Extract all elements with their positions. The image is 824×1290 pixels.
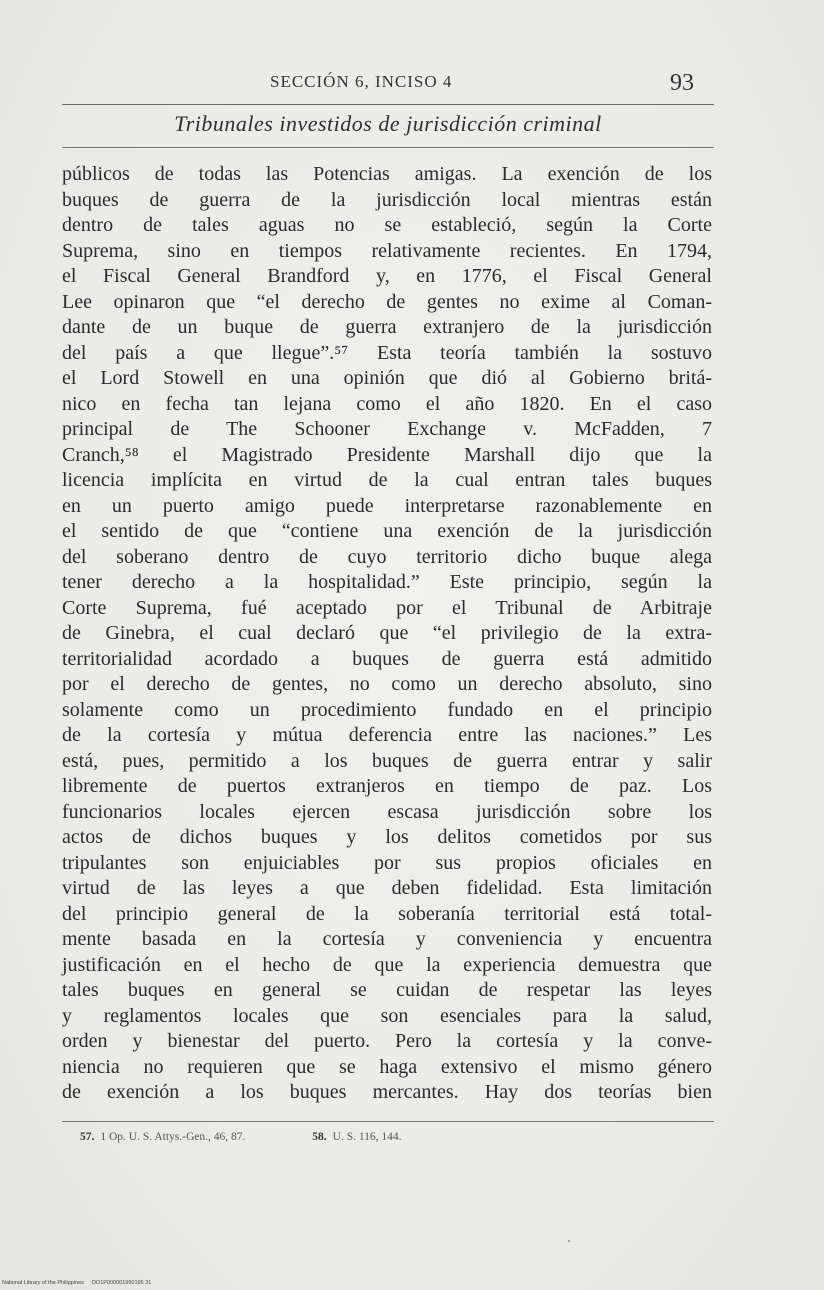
- text-line: del país a que llegue”.⁵⁷ Esta teoría también la sostuvo: [62, 341, 712, 364]
- text-line: públicos de todas las Potencias amigas. La exención de los: [62, 163, 712, 185]
- text-line: libremente de puertos extranjeros en tiempo de paz. Los: [62, 775, 712, 797]
- text-line: del principio general de la soberanía territorial está total-: [62, 902, 712, 925]
- text-line: dante de un buque de guerra extranjero de la jurisdicción: [62, 316, 712, 338]
- text-line: dentro de tales aguas no se estableció, según la Corte: [62, 214, 712, 236]
- text-line: niencia no requieren que se haga extensivo el mismo género: [62, 1055, 712, 1078]
- text-line: está, pues, permitido a los buques de guerra entrar y salir: [62, 749, 712, 772]
- text-line: Suprema, sino en tiempos relativamente recientes. En 1794,: [62, 239, 712, 262]
- text-line: de la cortesía y mútua deferencia entre las naciones.” Les: [62, 724, 712, 746]
- text-line: justificación en el hecho de que la experiencia demuestra que: [62, 953, 712, 976]
- text-line: y reglamentos locales que son esenciales para la salud,: [62, 1004, 712, 1027]
- text-line: Lee opinaron que “el derecho de gentes no exime al Coman-: [62, 290, 712, 313]
- footnote-text: U. S. 116, 144.: [332, 1131, 402, 1143]
- page-number: 93: [670, 70, 694, 96]
- text-line: en un puerto amigo puede interpretarse razonablemente en: [62, 494, 712, 517]
- library-institution: National Library of the Philippines: [2, 1280, 84, 1286]
- text-line: principal de The Schooner Exchange v. McFadden, 7: [62, 418, 712, 440]
- text-line: de Ginebra, el cual declaró que “el privilegio de la extra-: [62, 622, 712, 644]
- text-line: virtud de las leyes a que deben fidelidad. Esta limitación: [62, 877, 712, 899]
- footnotes: [80, 1131, 466, 1143]
- text-line: orden y bienestar del puerto. Pero la cortesía y la conve-: [62, 1030, 712, 1052]
- text-line: el sentido de que “contiene una exención de la jurisdicción: [62, 520, 712, 542]
- text-line: funcionarios locales ejercen escasa jurisdicción sobre los: [62, 800, 712, 823]
- text-line: Cranch,⁵⁸ el Magistrado Presidente Marshall dijo que la: [62, 443, 712, 466]
- library-watermark: [2, 1280, 159, 1286]
- text-line: tener derecho a la hospitalidad.” Este principio, según la: [62, 571, 712, 593]
- scan-speck: [568, 1240, 570, 1242]
- text-line: actos de dichos buques y los delitos cometidos por sus: [62, 826, 712, 848]
- library-id: DO1P000001960195 31: [91, 1280, 152, 1286]
- footnote-58: [312, 1131, 401, 1143]
- footnote-57: [80, 1131, 248, 1143]
- text-line: tripulantes son enjuiciables por sus propios oficiales en: [62, 851, 712, 874]
- text-line: mente basada en la cortesía y conveniencia y encuentra: [62, 928, 712, 950]
- footnote-text: 1 Op. U. S. Attys.-Gen., 46, 87.: [100, 1131, 246, 1143]
- text-line: del soberano dentro de cuyo territorio dicho buque alega: [62, 545, 712, 568]
- section-subtitle: Tribunales investidos de jurisdicción criminal: [174, 111, 602, 136]
- text-line: solamente como un procedimiento fundado en el principio: [62, 698, 712, 721]
- footnote-rule: [62, 1121, 714, 1122]
- text-line: el Lord Stowell en una opinión que dió al Gobierno britá-: [62, 367, 712, 389]
- text-line: el Fiscal General Brandford y, en 1776, el Fiscal General: [62, 265, 712, 287]
- body-text: [62, 162, 712, 1106]
- text-line: por el derecho de gentes, no como un derecho absoluto, sino: [62, 673, 712, 695]
- text-line: de exención a los buques mercantes. Hay dos teorías bien: [62, 1081, 712, 1103]
- running-head: SECCIÓN 6, INCISO 4: [270, 72, 453, 91]
- footnote-number: 57.: [80, 1131, 95, 1143]
- text-line: nico en fecha tan lejana como el año 1820. En el caso: [62, 392, 712, 415]
- subtitle-rule: [62, 147, 714, 148]
- text-line: tales buques en general se cuidan de respetar las leyes: [62, 979, 712, 1001]
- text-line: territorialidad acordado a buques de guerra está admitido: [62, 647, 712, 670]
- text-line: Corte Suprema, fué aceptado por el Tribunal de Arbitraje: [62, 596, 712, 619]
- text-line: buques de guerra de la jurisdicción local mientras están: [62, 188, 712, 211]
- header-rule: [62, 104, 714, 105]
- text-line: licencia implícita en virtud de la cual entran tales buques: [62, 469, 712, 491]
- footnote-number: 58.: [312, 1131, 327, 1143]
